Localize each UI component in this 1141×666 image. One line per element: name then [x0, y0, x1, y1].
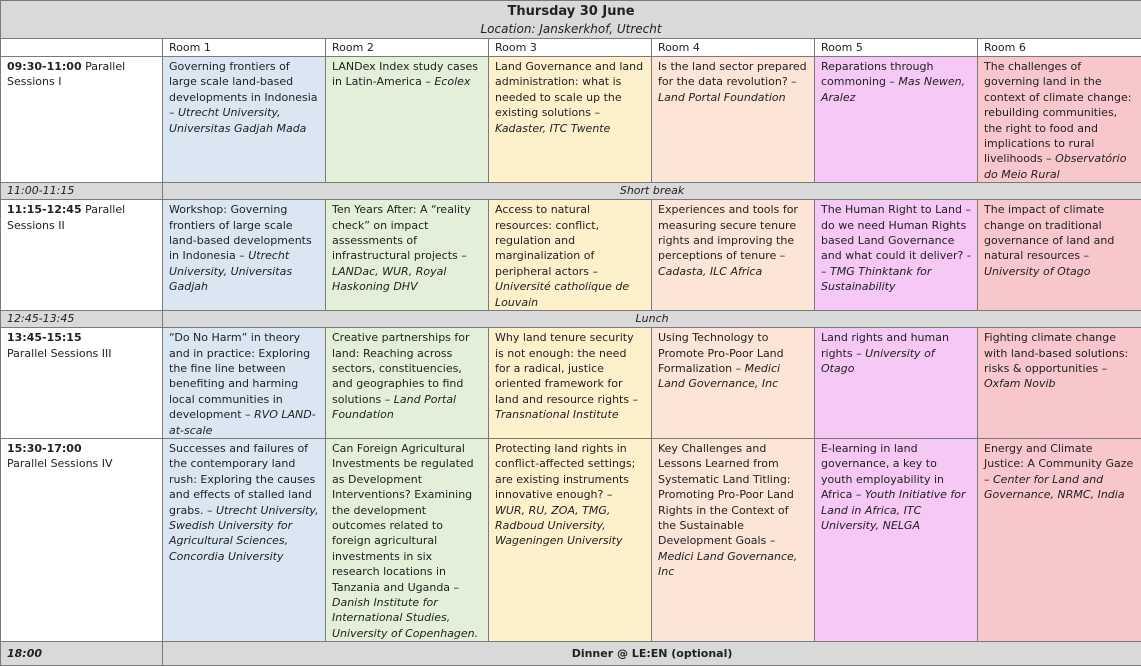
dinner-label: Dinner @ LE:EN (optional) — [163, 642, 1141, 666]
session-time: 13:45-15:15 Parallel Sessions III — [1, 328, 163, 439]
session-title: Can Foreign Agricultural Investments be regulated as Development Interventions? Examining the development outcomes related to foreign agricultural investments in six research locations in Tanzania and Uganda — [332, 442, 474, 594]
session-title: Workshop: Governing frontiers of large scale land-based developments in Indonesia — [169, 203, 312, 262]
session-cell — [326, 438, 489, 641]
session-time: 09:30-11:00 Parallel Sessions I — [1, 57, 163, 183]
break-row — [1, 183, 1141, 200]
separator: – — [458, 249, 467, 262]
session-organizer: Mas Newen, Aralez — [821, 75, 965, 103]
separator: – — [1043, 152, 1056, 165]
session-cell — [163, 57, 326, 183]
session-cell — [652, 200, 815, 311]
separator: – — [853, 347, 866, 360]
session-title: Access to natural resources: conflict, regulation and marginalization of peripheral actors — [495, 203, 599, 278]
room-header: Room 1 — [163, 39, 326, 57]
session-cell — [489, 57, 652, 183]
break-row — [1, 311, 1141, 328]
dinner-time: 18:00 — [1, 642, 163, 666]
session-cell — [163, 328, 326, 439]
dinner-row — [1, 642, 1141, 666]
session-cell — [163, 200, 326, 311]
break-time: 12:45-13:45 — [1, 311, 163, 328]
session-cell — [978, 57, 1141, 183]
session-organizer: TMG Thinktank for Sustainability — [821, 265, 931, 293]
session-organizer: Université catholique de Louvain — [495, 280, 629, 308]
separator: – — [766, 534, 775, 547]
session-title: Energy and Climate Justice: A Community Gaze — [984, 442, 1133, 470]
session-organizer: Utrecht University, Universitas Gadjah Mada — [169, 106, 306, 134]
room-header: Room 3 — [489, 39, 652, 57]
room-header: Room 5 — [815, 39, 978, 57]
separator: – — [852, 488, 865, 501]
session-cell — [815, 438, 978, 641]
session-title: Land rights and human rights — [821, 331, 949, 359]
session-title: E-learning in land governance, a key to youth employability in Africa — [821, 442, 944, 501]
session-title: Why land tenure security is not enough: the need for a radical, justice oriented framework for land and resource rights — [495, 331, 634, 406]
session-title: Successes and failures of the contemporary land rush: Exploring the causes and effects of stalled land grabs. — [169, 442, 315, 517]
session-organizer: WUR, RU, ZOA, TMG, Radboud University, Wageningen University — [495, 504, 622, 548]
separator: – — [732, 362, 745, 375]
separator: – — [422, 75, 435, 88]
session-organizer: Kadaster, ITC Twente — [495, 122, 610, 135]
session-cell — [978, 438, 1141, 641]
session-title: Ten Years After: A “reality check” on impact assessments of infrastructural projects — [332, 203, 471, 262]
session-title: Experiences and tools for measuring secure tenure rights and improving the perceptions of tenure — [658, 203, 798, 262]
session-organizer: Transnational Institute — [495, 408, 619, 421]
break-label: Short break — [163, 183, 1141, 200]
session-organizer: Oxfam Novib — [984, 377, 1056, 390]
separator: – — [381, 393, 394, 406]
session-title: “Do No Harm” in theory and in practice: Exploring the fine line between benefiting and harming local communities in development — [169, 331, 310, 421]
session-title: The challenges of governing land in the context of climate change: rebuilding communities, the right to food and implications to rural livelihoods — [984, 60, 1131, 165]
session-organizer: LANDac, WUR, Royal Haskoning DHV — [332, 265, 446, 293]
session-organizer: Youth Initiative for Land in Africa, ITC University, NELGA — [821, 488, 966, 532]
session-cell — [652, 57, 815, 183]
session-row — [1, 328, 1141, 439]
session-cell — [489, 328, 652, 439]
session-row — [1, 200, 1141, 311]
session-row — [1, 57, 1141, 183]
separator: – — [236, 249, 249, 262]
session-cell — [326, 57, 489, 183]
session-title: The impact of climate change on traditional governance of land and natural resources — [984, 203, 1114, 262]
session-title: Governing frontiers of large scale land-based developments in Indonesia — [169, 60, 318, 104]
session-title: Fighting climate change with land-based solutions: risks & opportunities — [984, 331, 1128, 375]
session-title: The Human Right to Land – do we need Human Rights based Land Governance and what could it deliver? - — [821, 203, 971, 262]
separator: – — [591, 106, 600, 119]
session-organizer: Danish Institute for International Studies, University of Copenhagen. — [332, 596, 478, 640]
separator: – — [169, 106, 178, 119]
location: Location: Janskerkhof, Utrecht — [1, 21, 1141, 38]
day-header — [1, 1, 1141, 39]
time-column-header — [1, 39, 163, 57]
session-organizer: Cadasta, ILC Africa — [658, 265, 762, 278]
session-title: LANDex Index study cases in Latin-America — [332, 60, 478, 88]
session-row — [1, 438, 1141, 641]
session-organizer: Center for Land and Governance, NRMC, India — [984, 473, 1125, 501]
session-title: Land Governance and land administration: what is needed to scale up the existing solutions — [495, 60, 643, 119]
session-organizer: Ecolex — [434, 75, 470, 88]
session-organizer: University of Otago — [821, 347, 935, 375]
room-header: Room 6 — [978, 39, 1141, 57]
break-time: 11:00-11:15 — [1, 183, 163, 200]
separator: – — [1098, 362, 1107, 375]
session-title: Creative partnerships for land: Reaching across sectors, constituencies, and geographies to find solutions — [332, 331, 470, 406]
session-time: 15:30-17:00 Parallel Sessions IV — [1, 438, 163, 641]
session-cell — [815, 328, 978, 439]
session-title: Reparations through commoning — [821, 60, 933, 88]
session-organizer: Utrecht University, Universitas Gadjah — [169, 249, 292, 293]
separator: – — [450, 581, 459, 594]
session-cell — [978, 200, 1141, 311]
session-organizer: Land Portal Foundation — [658, 91, 786, 104]
separator: – — [886, 75, 899, 88]
separator: – — [788, 75, 797, 88]
session-title: Is the land sector prepared for the data revolution? — [658, 60, 807, 88]
session-cell — [326, 200, 489, 311]
session-organizer: Medici Land Governance, Inc — [658, 362, 780, 390]
session-organizer: RVO LAND-at-scale — [169, 408, 316, 436]
separator: – — [776, 249, 785, 262]
session-cell — [163, 438, 326, 641]
session-title: Protecting land rights in conflict-affected settings; are existing instruments innovative enough? — [495, 442, 635, 501]
separator: – — [603, 488, 612, 501]
separator: – — [629, 393, 638, 406]
room-header-row — [1, 39, 1141, 57]
session-organizer: Utrecht University, Swedish University for Agricultural Sciences, Concordia University — [169, 504, 319, 563]
room-header: Room 2 — [326, 39, 489, 57]
session-cell — [489, 200, 652, 311]
separator: – — [242, 408, 255, 421]
break-label: Lunch — [163, 311, 1141, 328]
room-header: Room 4 — [652, 39, 815, 57]
session-cell — [815, 200, 978, 311]
session-organizer: Land Portal Foundation — [332, 393, 456, 421]
session-title: Key Challenges and Lessons Learned from Systematic Land Titling: Promoting Pro-Poor Land Rights in the Context of the Sustainable Development Goals — [658, 442, 794, 547]
session-organizer: Medici Land Governance, Inc — [658, 550, 797, 578]
day-title: Thursday 30 June — [1, 2, 1141, 21]
session-cell — [815, 57, 978, 183]
separator: – — [984, 473, 993, 486]
session-cell — [489, 438, 652, 641]
separator: – — [589, 265, 598, 278]
session-cell — [652, 328, 815, 439]
session-cell — [978, 328, 1141, 439]
session-time: 11:15-12:45 Parallel Sessions II — [1, 200, 163, 311]
session-cell — [652, 438, 815, 641]
separator: – — [203, 504, 216, 517]
separator: – — [821, 265, 830, 278]
separator: – — [1080, 249, 1089, 262]
session-organizer: Observatório do Meio Rural — [984, 152, 1126, 180]
session-organizer: University of Otago — [984, 265, 1091, 278]
session-title: Using Technology to Promote Pro-Poor Land Formalization — [658, 331, 784, 375]
session-cell — [326, 328, 489, 439]
